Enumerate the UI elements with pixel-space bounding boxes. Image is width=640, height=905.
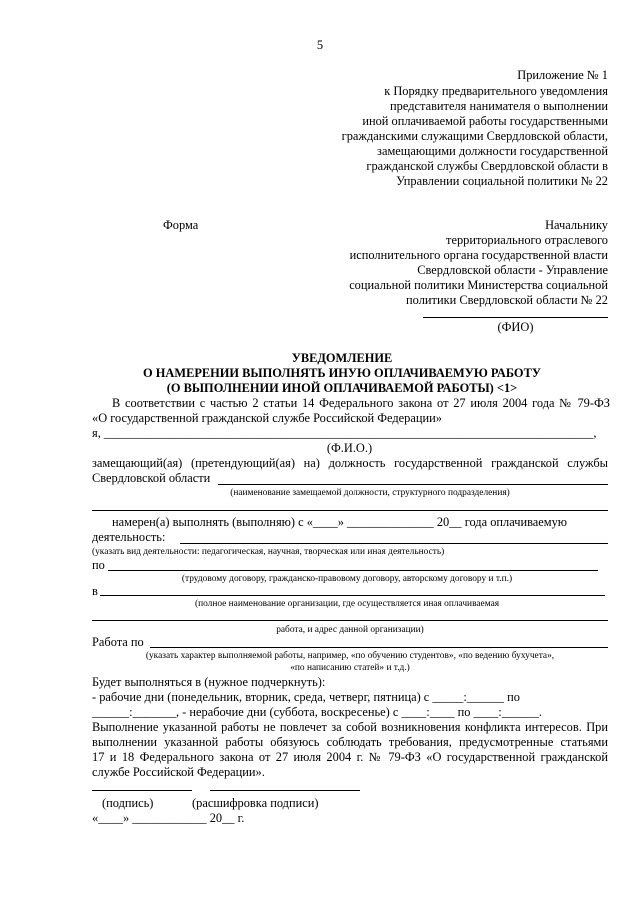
contract-underline xyxy=(108,570,598,571)
page-number: 5 xyxy=(316,38,324,52)
fio-caption: (ФИО) xyxy=(497,320,534,334)
contract-caption: (трудовому договору, гражданско-правовому договору, авторскому договору и т.п.) xyxy=(181,574,513,584)
intro-line-1: В соответствии с частью 2 статьи 14 Федерального закона от 27 июля 2004 года № 79-ФЗ xyxy=(112,396,610,410)
appendix-line: гражданской службы Свердловской области в xyxy=(366,159,608,173)
addressee-line: Свердловской области - Управление xyxy=(417,263,608,277)
title-line: УВЕДОМЛЕНИЕ xyxy=(291,351,393,365)
activity-caption: (указать вид деятельности: педагогическая, научная, творческая или иная деятельность) xyxy=(92,547,445,557)
org-underline-2 xyxy=(92,620,608,621)
intro-line-2: «О государственной гражданской службе Российской Федерации» xyxy=(92,411,442,425)
addressee-line: социальной политики Министерства социальной xyxy=(349,278,608,292)
work-underline xyxy=(150,647,608,648)
appendix-line: представителя нанимателя о выполнении xyxy=(390,99,608,113)
position-caption: (наименование замещаемой должности, структурного подразделения) xyxy=(230,488,510,498)
addressee-line: исполнительного органа государственной власти xyxy=(349,248,608,262)
appendix-line: к Порядку предварительного уведомления xyxy=(384,84,608,98)
closing-line: 17 и 18 Федерального закона от 27 июля 2004 г. № 79-ФЗ «О государственной гражданской xyxy=(92,750,608,764)
org-caption-1: (полное наименование организации, где осуществляется иная оплачиваемая xyxy=(194,599,500,609)
name-line: я, _______________________________________________________________________________, xyxy=(92,426,597,440)
date-line: «____» ____________ 20__ г. xyxy=(92,811,245,825)
position-underline xyxy=(218,484,608,485)
appendix-line: гражданскими служащими Свердловской области, xyxy=(341,129,608,143)
org-caption-2: работа, и адрес данной организации) xyxy=(276,625,424,635)
appendix-line: иной оплачиваемой работы государственными xyxy=(362,114,608,128)
schedule-line-1: - рабочие дни (понедельник, вторник, среда, четверг, пятница) с _____:______ по xyxy=(92,690,520,704)
addressee-line: политики Свердловской области № 22 xyxy=(406,293,608,307)
title-line: (О ВЫПОЛНЕНИИ ИНОЙ ОПЛАЧИВАЕМОЙ РАБОТЫ) <1> xyxy=(166,381,518,395)
org-underline xyxy=(100,595,605,596)
appendix-line: Управлении социальной политики № 22 xyxy=(396,174,608,188)
signature-underline xyxy=(92,790,192,791)
appendix-line: Приложение № 1 xyxy=(517,68,608,82)
fio-label: (Ф.И.О.) xyxy=(326,441,373,455)
signature-decode-label: (расшифровка подписи) xyxy=(192,796,319,810)
position-underline-2 xyxy=(92,510,608,511)
closing-line: выполнении указанной работы обязуюсь соблюдать требования, предусмотренные статьями xyxy=(92,735,608,749)
addressee-line: территориального отраслевого xyxy=(446,233,608,247)
intent-line-1: намерен(а) выполнять (выполняю) с «____» ______________ 20__ года оплачиваемую xyxy=(112,515,568,529)
title-line: О НАМЕРЕНИИ ВЫПОЛНЯТЬ ИНУЮ ОПЛАЧИВАЕМУЮ РАБОТУ xyxy=(143,366,541,380)
activity-underline xyxy=(180,543,608,544)
closing-line: Выполнение указанной работы не повлечет за собой возникновения конфликта интересов. При xyxy=(92,720,608,734)
fio-underline xyxy=(423,317,608,318)
work-caption-2: «по написанию статей» и т.д.) xyxy=(290,663,410,673)
work-label: Работа по xyxy=(92,635,144,649)
form-label: Форма xyxy=(163,218,199,232)
closing-line: службе Российской Федерации». xyxy=(92,765,265,779)
intent-line-2: деятельность: xyxy=(92,530,166,544)
appendix-line: замещающими должности государственной xyxy=(377,144,608,158)
schedule-line-2: ______:_______, - нерабочие дни (суббота, воскресенье) с ____:____ по ____:______. xyxy=(92,705,542,719)
signature-label: (подпись) xyxy=(102,796,154,810)
work-caption-1: (указать характер выполняемой работы, например, «по обучению студентов», «по ведению бухучета», xyxy=(145,651,555,661)
addressee-line: Начальнику xyxy=(545,218,608,232)
contract-label: по xyxy=(92,558,105,572)
position-line-2: Свердловской области xyxy=(92,471,211,485)
signature-decode-underline xyxy=(210,790,360,791)
position-line-1: замещающий(ая) (претендующий(ая) на) должность государственной гражданской службы xyxy=(92,456,608,470)
schedule-title: Будет выполняться в (нужное подчеркнуть): xyxy=(92,675,326,689)
org-label: в xyxy=(92,584,98,598)
